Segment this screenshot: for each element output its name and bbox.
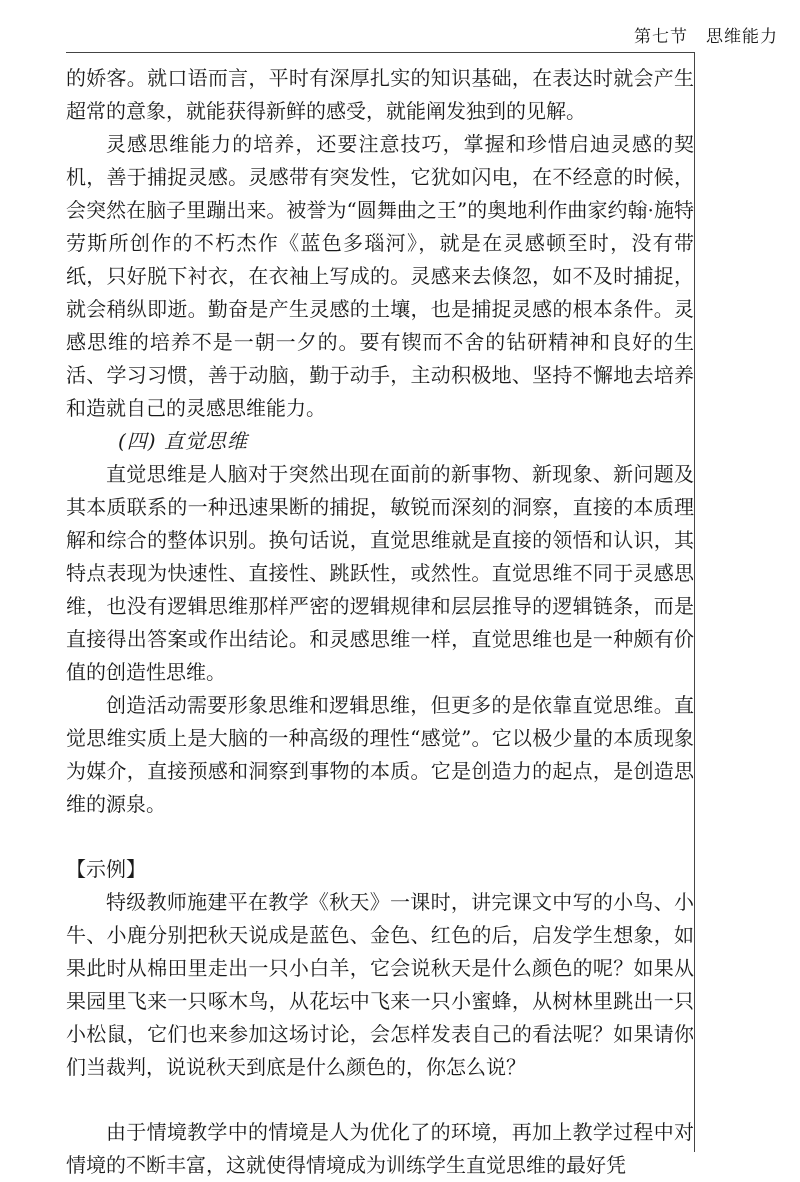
- paragraph-intuitive-definition: 直觉思维是人脑对于突然出现在面前的新事物、新现象、新问题及其本质联系的一种迅速果断的捕捉，敏锐而深刻的洞察，直接的本质理解和综合的整体识别。换句话说，直觉思维就是直接的领悟和认识，其特点表现为快速性、直接性、跳跃性，或然性。直觉思维不同于灵感思维，也没有逻辑思维那样严密的逻辑规律和层层推导的逻辑链条，而是直接得出答案或作出结论。和灵感思维一样，直觉思维也是一种颇有价值的创造性思维。: [66, 462, 694, 684]
- page-body: [66, 62, 694, 1182]
- paragraph-situational-teaching: 由于情境教学中的情境是人为优化了的环境，再加上教学过程中对情境的不断丰富，这就使得情境成为训练学生直觉思维的最好凭: [66, 1120, 694, 1177]
- header-rule: [66, 52, 694, 53]
- paragraph-example: 特级教师施建平在教学《秋天》一课时，讲完课文中写的小鸟、小牛、小鹿分别把秋天说成是蓝色、金色、红色的后，启发学生想象，如果此时从棉田里走出一只小白羊，它会说秋天是什么颜色的呢？如果从果园里飞来一只啄木鸟，从花坛中飞来一只小蜜蜂，从树林里跳出一只小松鼠，它们也来参加这场讨论，会怎样发表自己的看法呢？如果请你们当裁判，说说秋天到底是什么颜色的，你怎么说？: [66, 890, 694, 1079]
- section-number: 第七节: [634, 27, 688, 47]
- example-label: 【示例】: [66, 857, 146, 881]
- spacer: [66, 1084, 694, 1116]
- paragraph-continued: 的娇客。就口语而言，平时有深厚扎实的知识基础，在表达时就会产生超常的意象，就能获得新鲜的感受，就能阐发独到的见解。: [66, 66, 694, 123]
- spacer: [66, 821, 694, 853]
- paragraph-inspiration-training: 灵感思维能力的培养，还要注意技巧，掌握和珍惜启迪灵感的契机，善于捕捉灵感。灵感带有突发性，它犹如闪电，在不经意的时候，会突然在脑子里蹦出来。被誉为“圆舞曲之王”的奥地利作曲家约翰·施特劳斯所创作的不朽杰作《蓝色多瑙河》，就是在灵感顿至时，没有带纸，只好脱下衬衣，在衣袖上写成的。灵感来去倏忽，如不及时捕捉，就会稍纵即逝。勤奋是产生灵感的土壤，也是捕捉灵感的根本条件。灵感思维的培养不是一朝一夕的。要有锲而不舍的钻研精神和良好的生活、学习习惯，善于动脑，勤于动手，主动积极地、坚持不懈地去培养和造就自己的灵感思维能力。: [66, 132, 694, 420]
- margin-rule: [694, 52, 695, 1152]
- section-heading-intuitive-thinking: (四) 直觉思维: [118, 429, 248, 453]
- section-title: 思维能力: [706, 27, 778, 47]
- paragraph-intuitive-role: 创造活动需要形象思维和逻辑思维，但更多的是依靠直觉思维。直觉思维实质上是大脑的一种高级的理性“感觉”。它以极少量的本质现象为媒介，直接预感和洞察到事物的本质。它是创造力的起点，是创造思维的源泉。: [66, 693, 694, 816]
- running-header: [634, 22, 778, 47]
